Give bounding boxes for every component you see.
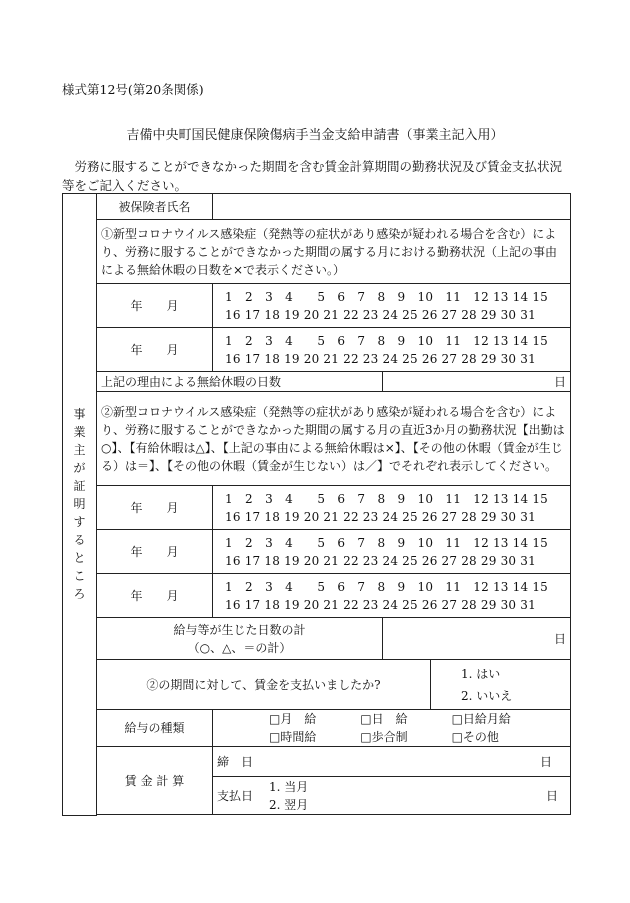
form-number: 様式第12号(第20条関係) (62, 82, 204, 97)
salary-type-daily-monthly[interactable]: □日給月給 (451, 712, 511, 726)
salary-type-daily[interactable]: □日 給 (360, 712, 408, 726)
unpaid-days-label: 上記の理由による無給休暇の日数 (97, 372, 383, 392)
side-char: こ (73, 569, 86, 584)
payday-grid (217, 778, 566, 814)
month-field[interactable]: 年 月 (97, 574, 213, 618)
section1-instructions: ①新型コロナウイルス感染症（発熱等の症状があり感染が疑われる場合を含む）により、労務に服することができなかった期間の属する月における勤務状況（上記の事由による無給休暇の日数を×で表示ください。） (97, 220, 571, 284)
day-grid[interactable] (213, 328, 571, 372)
side-char: 明 (73, 497, 86, 512)
day-row-16-31: 16 17 18 19 20 21 22 23 24 25 26 27 28 29 30 31 (225, 509, 536, 524)
wage-payment-answer[interactable] (431, 660, 571, 710)
payday-label: 支払日 (217, 788, 254, 803)
month-field[interactable]: 年 月 (97, 328, 213, 372)
document-title: 吉備中央町国民健康保険傷病手当金支給申請書（事業主記入用） (126, 128, 504, 143)
side-char: 証 (73, 479, 86, 494)
side-label (63, 194, 97, 816)
unpaid-days-field[interactable] (383, 372, 571, 392)
month-field[interactable]: 年 月 (97, 284, 213, 328)
side-char: 業 (73, 425, 86, 440)
day-grid[interactable] (213, 530, 571, 574)
wage-calc-label: 賃 金 計 算 (97, 747, 213, 815)
paid-days-subtitle: （○、△、＝の計） (187, 640, 292, 655)
side-char: す (73, 515, 86, 530)
intro-text-body: 労務に服することができなかった期間を含む賃金計算期間の勤務状況及び賃金支払状況等をご記入ください。 (62, 159, 563, 193)
day-row-1-15: 1 2 3 4 5 6 7 8 9 10 11 12 13 14 15 (225, 535, 548, 550)
day-row-16-31: 16 17 18 19 20 21 22 23 24 25 26 27 28 29 30 31 (225, 553, 536, 568)
day-unit: 日 (546, 788, 559, 803)
salary-type-options (213, 710, 571, 747)
salary-type-hourly[interactable]: □時間給 (269, 730, 317, 744)
closing-day-field[interactable] (213, 747, 571, 777)
month-field[interactable]: 年 月 (97, 486, 213, 530)
answer-yes[interactable]: 1. はい (461, 666, 501, 681)
insured-name-label: 被保険者氏名 (97, 194, 213, 220)
paid-days-title: 給与等が生じた日数の計 (173, 622, 306, 637)
day-grid[interactable] (213, 284, 571, 328)
day-grid[interactable] (213, 574, 571, 618)
day-row-1-15: 1 2 3 4 5 6 7 8 9 10 11 12 13 14 15 (225, 333, 548, 348)
payday-next-month[interactable]: 2. 翌月 (269, 797, 309, 812)
wage-payment-question: ②の期間に対して、賃金を支払いましたか? (97, 660, 431, 710)
intro-text (62, 157, 572, 195)
side-char: 主 (73, 443, 86, 458)
day-row-1-15: 1 2 3 4 5 6 7 8 9 10 11 12 13 14 15 (225, 289, 548, 304)
payday-current-month[interactable]: 1. 当月 (269, 779, 309, 794)
closing-day-label: 締 日 (217, 754, 254, 769)
answer-no[interactable]: 2. いいえ (461, 688, 513, 703)
side-char: る (73, 533, 86, 548)
day-row-16-31: 16 17 18 19 20 21 22 23 24 25 26 27 28 29 30 31 (225, 351, 536, 366)
section2-instructions: ②新型コロナウイルス感染症（発熱等の症状があり感染が疑われる場合を含む）により、労務に服することができなかった期間の属する月の直近3か月の勤務状況【出勤は○】、【有給休暇は△】、【上記の事由による無給休暇は×】、【その他の休暇（賃金が生じる）は＝】、【その他の休暇（賃金が生じない）は／】でそれぞれ表示してください。 (97, 392, 571, 486)
salary-type-other[interactable]: □その他 (451, 730, 499, 744)
side-char: ろ (73, 587, 86, 602)
payday-options (269, 778, 466, 814)
salary-type-monthly[interactable]: □月 給 (269, 712, 317, 726)
paid-days-field[interactable] (383, 618, 571, 660)
insured-name-field[interactable] (213, 194, 571, 220)
day-unit: 日 (554, 374, 567, 389)
side-char: が (73, 461, 86, 476)
paid-days-label (97, 618, 383, 660)
employer-certification-table (62, 193, 571, 816)
side-char: と (73, 551, 86, 566)
salary-type-grid (269, 710, 566, 746)
side-char: 事 (73, 407, 86, 422)
day-row-1-15: 1 2 3 4 5 6 7 8 9 10 11 12 13 14 15 (225, 491, 548, 506)
day-row-16-31: 16 17 18 19 20 21 22 23 24 25 26 27 28 29 30 31 (225, 597, 536, 612)
day-unit: 日 (540, 754, 553, 769)
payday-field[interactable] (213, 777, 571, 815)
day-row-16-31: 16 17 18 19 20 21 22 23 24 25 26 27 28 29 30 31 (225, 307, 536, 322)
salary-type-commission[interactable]: □歩合制 (360, 730, 408, 744)
day-row-1-15: 1 2 3 4 5 6 7 8 9 10 11 12 13 14 15 (225, 579, 548, 594)
day-grid[interactable] (213, 486, 571, 530)
month-field[interactable]: 年 月 (97, 530, 213, 574)
day-unit: 日 (554, 631, 567, 646)
salary-type-label: 給与の種類 (97, 710, 213, 747)
